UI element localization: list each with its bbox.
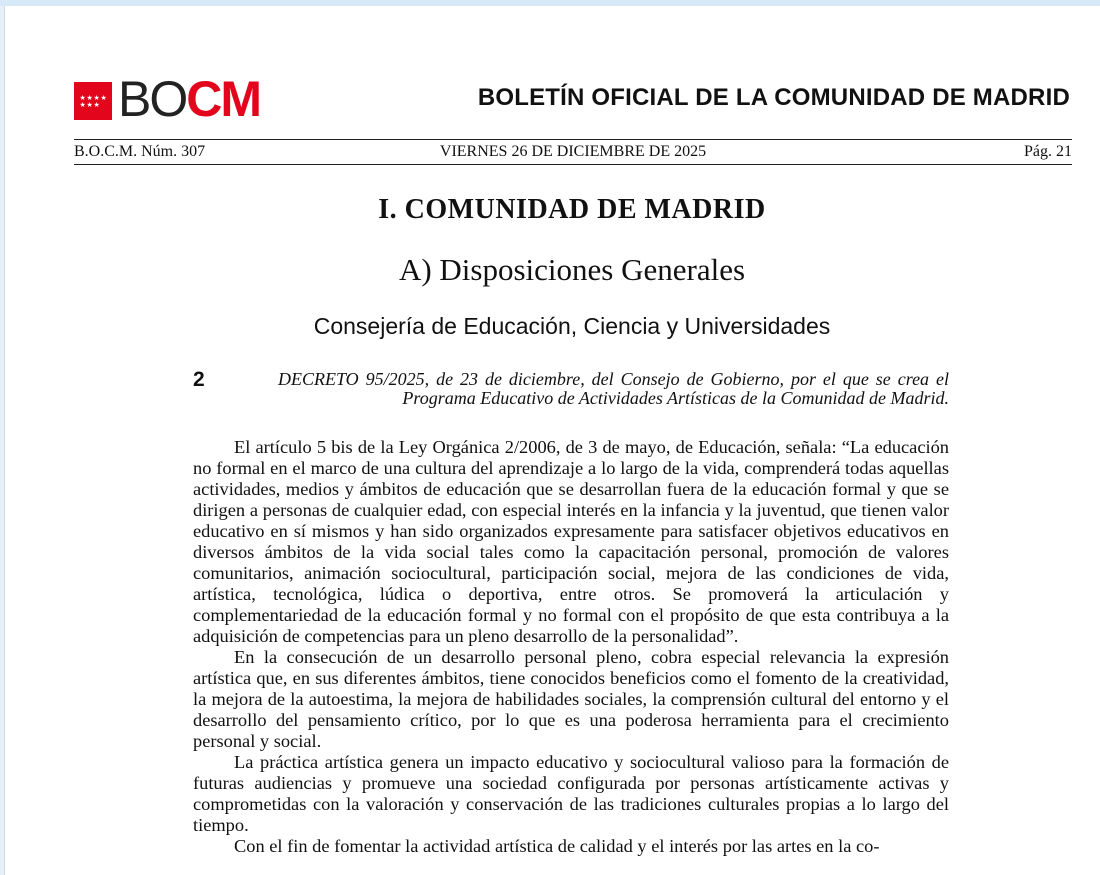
body-paragraph: En la consecución de un desarrollo personal pleno, cobra especial relevancia la expresión artística que, en sus diferentes ámbitos, tiene conocidos beneficios como el fomento de la creatividad, la mejora de la autoestima, la mejora de habilidades sociales, la comprensión cultural del entorno y el desarrollo del pensamiento crítico, por lo que es una poderosa herramienta para el crecimiento personal y social. (193, 647, 949, 751)
header-rule-top (74, 139, 1072, 140)
issue-date: VIERNES 26 DE DICIEMBRE DE 2025 (439, 143, 707, 160)
issue-number: B.O.C.M. Núm. 307 (74, 143, 206, 160)
logo-text-cm: CM (186, 71, 261, 127)
decree-title: DECRETO 95/2025, de 23 de diciembre, del Consejo de Gobierno, por el que se crea el Programa Educativo de Actividades Artísticas de la Comunidad de Madrid. (278, 369, 949, 408)
body-paragraph: El artículo 5 bis de la Ley Orgánica 2/2006, de 3 de mayo, de Educación, señala: “La educación no formal en el marco de una cultura del aprendizaje a lo largo de la vida, comprenderá todas aquellas actividades, medios y ámbitos de educación que se desarrollan fuera de la educación formal y que se dirigen a personas de cualquier edad, con especial interés en la infancia y la juventud, que tienen valor educativo en sí mismos y han sido organizados expresamente para satisfacer objetivos educativos en diversos ámbitos de la vida social tales como la capacitación personal, promoción de valores comunitarios, animación sociocultural, participación social, mejora de las condiciones de vida, artística, tecnológica, lúdica o deportiva, entre otros. Se promoverá la articulación y complementariedad de la educación formal y no formal con el propósito de que esta contribuya a la adquisición de competencias para un pleno desarrollo de la personalidad”. (193, 437, 949, 646)
logo-text-bo: BO (118, 71, 187, 127)
bulletin-title: BOLETÍN OFICIAL DE LA COMUNIDAD DE MADRID (477, 84, 1070, 111)
viewer-left-edge (0, 6, 5, 875)
section-title: I. COMUNIDAD DE MADRID (378, 194, 766, 225)
header-rule-bottom (74, 164, 1072, 165)
bocm-logo (74, 71, 261, 127)
subsection-title: A) Disposiciones Generales (398, 252, 746, 287)
body-paragraph: Con el fin de fomentar la actividad artística de calidad y el interés por las artes en la co- (234, 836, 880, 856)
department-title: Consejería de Educación, Ciencia y Universidades (313, 313, 831, 339)
viewer-top-strip (0, 0, 1100, 6)
document-body (193, 437, 949, 857)
issue-meta-row (74, 143, 1072, 163)
page-number: Pág. 21 (1024, 143, 1072, 160)
body-paragraph: La práctica artística genera un impacto educativo y sociocultural valioso para la formación de futuras audiencias y promueve una sociedad configurada por personas artísticamente activas y comprometidas con la valoración y conservación de las tradiciones culturales propias a lo largo del tiempo. (193, 752, 949, 835)
decree-number: 2 (193, 368, 205, 391)
madrid-flag-stars-icon: ★ ★ ★ ★ ★ ★ ★ (74, 82, 112, 120)
